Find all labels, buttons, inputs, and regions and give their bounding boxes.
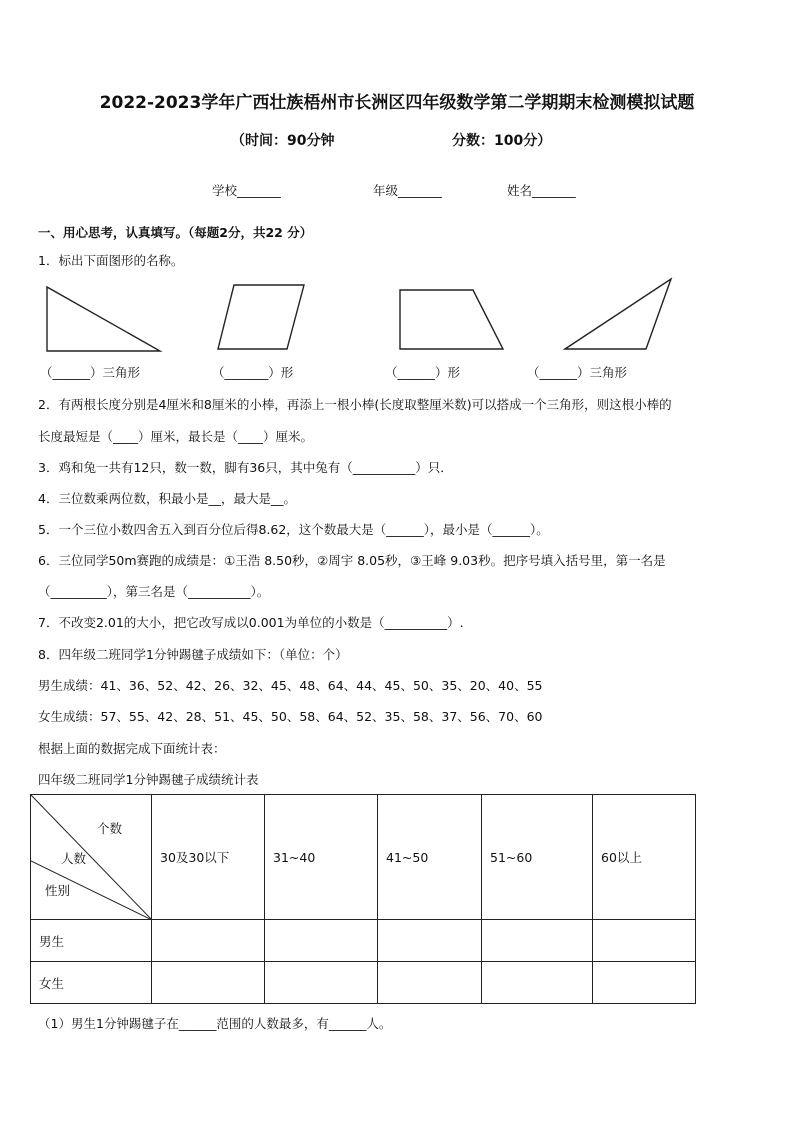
question-8-intro: 8．四年级二班同学1分钟踢毽子成绩如下：（单位：个） bbox=[38, 647, 348, 662]
shape-1-label: （______）三角形 bbox=[40, 365, 141, 380]
answer-cell[interactable] bbox=[378, 962, 482, 1004]
shape-2-label: （_______）形 bbox=[212, 365, 294, 380]
answer-cell[interactable] bbox=[482, 920, 593, 962]
question-2-line2: 长度最短是（____）厘米，最长是（____）厘米。 bbox=[38, 429, 314, 444]
parallelogram-shape bbox=[214, 280, 308, 354]
table-instruction: 根据上面的数据完成下面统计表： bbox=[38, 741, 226, 756]
section-heading: 一、用心思考，认真填写。（每题2分，共22 分） bbox=[38, 225, 313, 240]
grade-field: 年级_______ bbox=[373, 183, 442, 198]
column-header: 41~50 bbox=[378, 795, 482, 920]
diag-label-count: 个数 bbox=[97, 821, 123, 836]
girls-scores: 女生成绩：57、55、42、28、51、45、50、58、64、52、35、58、37、56、70、60 bbox=[38, 709, 543, 724]
table-title: 四年级二班同学1分钟踢毽子成绩统计表 bbox=[38, 772, 259, 787]
answer-cell[interactable] bbox=[593, 962, 696, 1004]
name-field: 姓名_______ bbox=[507, 183, 576, 198]
table-row-girls bbox=[31, 962, 696, 1004]
table-header-row bbox=[31, 795, 696, 920]
answer-cell[interactable] bbox=[152, 962, 265, 1004]
stats-table bbox=[30, 794, 696, 1004]
exam-score: 分数：100分） bbox=[452, 133, 552, 149]
question-1: 1．标出下面图形的名称。 bbox=[38, 253, 184, 268]
diagonal-lines bbox=[31, 795, 152, 920]
answer-cell[interactable] bbox=[593, 920, 696, 962]
diag-label-people: 人数 bbox=[61, 851, 87, 866]
question-3: 3．鸡和兔一共有12只，数一数，脚有36只，其中兔有（__________）只． bbox=[38, 460, 453, 475]
question-7: 7．不改变2.01的大小，把它改写成以0.001为单位的小数是（__________）. bbox=[38, 615, 464, 630]
column-header: 31~40 bbox=[265, 795, 378, 920]
column-header: 60以上 bbox=[593, 795, 696, 920]
answer-cell[interactable] bbox=[482, 962, 593, 1004]
row-header: 女生 bbox=[31, 962, 152, 1004]
row-header: 男生 bbox=[31, 920, 152, 962]
right-triangle-shape bbox=[40, 282, 166, 356]
boys-scores: 男生成绩：41、36、52、42、26、32、45、48、64、44、45、50、35、20、40、55 bbox=[38, 678, 543, 693]
trapezoid-shape bbox=[393, 285, 513, 353]
shape-3-label: （______）形 bbox=[385, 365, 461, 380]
answer-cell[interactable] bbox=[152, 920, 265, 962]
diagonal-header-cell bbox=[31, 795, 152, 920]
answer-cell[interactable] bbox=[265, 962, 378, 1004]
obtuse-triangle-shape bbox=[560, 276, 678, 354]
answer-cell[interactable] bbox=[265, 920, 378, 962]
column-header: 30及30以下 bbox=[152, 795, 265, 920]
exam-time: （时间：90分钟 bbox=[231, 133, 335, 149]
school-field: 学校_______ bbox=[212, 183, 281, 198]
shape-4-label: （______）三角形 bbox=[527, 365, 628, 380]
page-title: 2022-2023学年广西壮族梧州市长洲区四年级数学第二学期期末检测模拟试题 bbox=[99, 93, 695, 113]
question-6-line1: 6．三位同学50m赛跑的成绩是：①王浩 8.50秒，②周宇 8.05秒，③王峰 9.03秒。把序号填入括号里，第一名是 bbox=[38, 553, 666, 568]
question-4: 4．三位数乘两位数，积最小是__，最大是__。 bbox=[38, 491, 296, 506]
question-8-sub1: （1）男生1分钟踢毽子在______范围的人数最多，有______人。 bbox=[38, 1016, 392, 1031]
answer-cell[interactable] bbox=[378, 920, 482, 962]
column-header: 51~60 bbox=[482, 795, 593, 920]
question-2-line1: 2．有两根长度分别是4厘米和8厘米的小棒，再添上一根小棒(长度取整厘米数)可以搭成一个三角形，则这根小棒的 bbox=[38, 397, 672, 412]
question-6-line2: （_________），第三名是（__________）。 bbox=[38, 584, 270, 599]
question-5: 5．一个三位小数四舍五入到百分位后得8.62，这个数最大是（______），最小是（______）。 bbox=[38, 522, 549, 537]
diag-label-gender: 性别 bbox=[45, 883, 71, 898]
table-row-boys bbox=[31, 920, 696, 962]
